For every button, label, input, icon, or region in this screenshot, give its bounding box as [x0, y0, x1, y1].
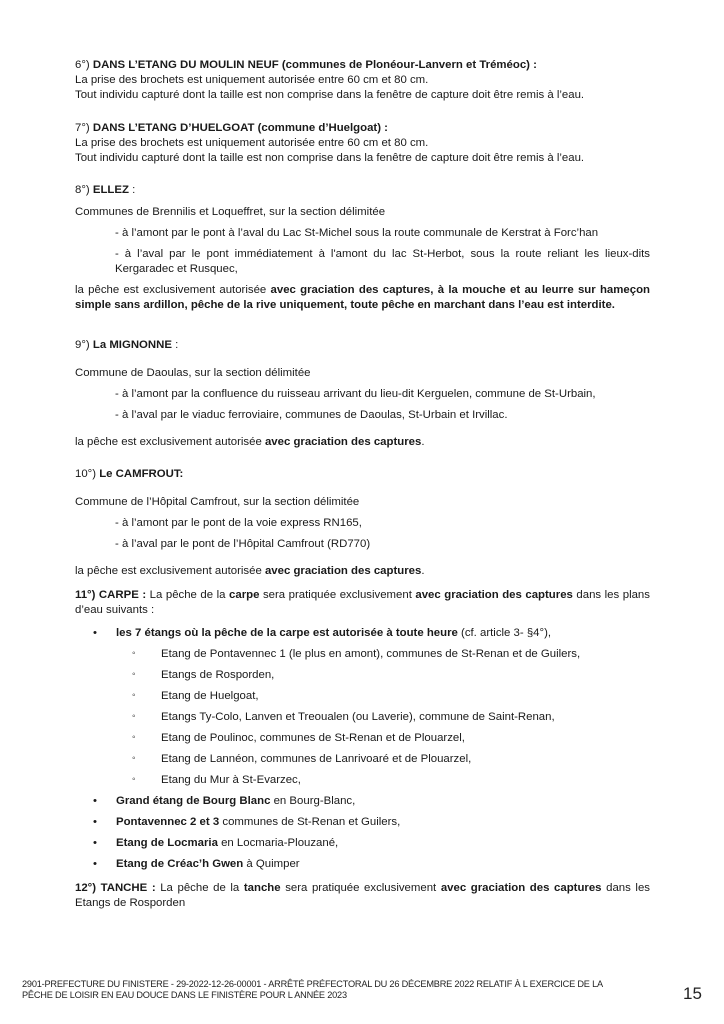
bold-text: tanche: [243, 882, 281, 894]
section-11: [75, 588, 650, 872]
list-item-text: Etang de Lannéon, communes de Lanrivoaré et de Plouarzel,: [161, 753, 472, 765]
rule-suffix: .: [421, 436, 425, 448]
carpe-list-item: [75, 815, 650, 830]
bullet-icon: •: [93, 795, 97, 807]
section-number: 10°): [75, 468, 100, 480]
bold-text: carpe: [229, 589, 260, 601]
bullet-icon: •: [93, 837, 97, 849]
list-item-text: Etangs de Rosporden,: [161, 669, 275, 681]
section-title: La MIGNONNE: [92, 339, 172, 351]
text: sera pratiquée exclusivement: [280, 882, 441, 894]
list-item-text: en Locmaria-Plouzané,: [217, 837, 339, 849]
bullet-icon: •: [93, 816, 97, 828]
circle-bullet-icon: ◦: [132, 774, 136, 785]
section-7-heading: [75, 121, 650, 136]
circle-bullet-icon: ◦: [132, 648, 136, 659]
section-10: [75, 467, 650, 579]
rule-text: la pêche est exclusivement autorisée: [75, 436, 265, 448]
section-10-aval: - à l’aval par le pont de l’Hôpital Camfrout (RD770): [115, 538, 371, 550]
carpe-sub-item: [75, 647, 650, 662]
section-9-amont: - à l’amont par la confluence du ruisseau arrivant du lieu-dit Kerguelen, commune de St-Urbain,: [115, 388, 596, 400]
section-10-heading: [75, 467, 650, 482]
section-7-line: Tout individu capturé dont la taille est non comprise dans la fenêtre de capture doit être remis à l’eau.: [75, 152, 585, 164]
colon: :: [171, 339, 179, 351]
carpe-list-item: [75, 857, 650, 872]
list-item-text: communes de St-Renan et Guilers,: [219, 816, 401, 828]
list-item-text: en Bourg-Blanc,: [270, 795, 356, 807]
carpe-group-item: [75, 626, 650, 641]
section-number: 7°): [75, 122, 93, 134]
section-6: [75, 58, 650, 103]
text: sera pratiquée exclusivement: [259, 589, 416, 601]
carpe-list-item: [75, 794, 650, 809]
section-title: DANS L’ETANG DU MOULIN NEUF (communes de Plonéour-Lanvern et Tréméoc) :: [92, 59, 537, 71]
section-8-amont: - à l’amont par le pont à l’aval du Lac St-Michel sous la route communale de Kerstrat à Forc’han: [115, 227, 599, 239]
text: La pêche de la: [155, 882, 244, 894]
carpe-sub-item: [75, 773, 650, 788]
section-12-text: [75, 881, 650, 911]
section-7-line: La prise des brochets est uniquement autorisée entre 60 cm et 80 cm.: [75, 137, 429, 149]
colon: :: [128, 184, 136, 196]
rule-suffix: .: [421, 565, 425, 577]
section-8-intro: Communes de Brennilis et Loqueffret, sur la section délimitée: [75, 206, 386, 218]
list-item-text: Etang de Poulinoc, communes de St-Renan et de Plouarzel,: [161, 732, 465, 744]
circle-bullet-icon: ◦: [132, 732, 136, 743]
rule-bold: avec graciation des captures: [264, 436, 422, 448]
section-7: [75, 121, 650, 166]
section-8: [75, 183, 650, 313]
section-12: [75, 881, 650, 911]
carpe-sub-item: [75, 752, 650, 767]
circle-bullet-icon: ◦: [132, 690, 136, 701]
section-6-line: La prise des brochets est uniquement autorisée entre 60 cm et 80 cm.: [75, 74, 429, 86]
circle-bullet-icon: ◦: [132, 753, 136, 764]
list-item-bold: Pontavennec 2 et 3: [116, 816, 220, 828]
section-title: DANS L’ETANG D’HUELGOAT (commune d’Huelgoat) :: [92, 122, 388, 134]
section-8-heading: [75, 183, 650, 198]
list-item-text: Etang du Mur à St-Evarzec,: [161, 774, 301, 786]
carpe-sub-item: [75, 689, 650, 704]
footer-line: 2901-PREFECTURE DU FINISTERE - 29-2022-12-26-00001 - ARRÊTÉ PRÉFECTORAL DU 26 DÉCEMBRE 2022 RELATIF À L EXERCICE DE LA: [22, 979, 603, 989]
rule-bold: avec graciation des captures: [264, 565, 422, 577]
bold-text: avec graciation des captures: [415, 589, 573, 601]
bold-text: avec graciation des captures: [440, 882, 602, 894]
text: dans les plans d’eau suivants :: [75, 589, 650, 616]
section-title: ELLEZ: [92, 184, 129, 196]
list-item-bold: Grand étang de Bourg Blanc: [116, 795, 271, 807]
section-10-amont: - à l’amont par le pont de la voie express RN165,: [115, 517, 362, 529]
rule-bold: avec graciation des captures, à la mouche et au leurre sur hameçon simple sans ardillon, pêche de la rive uniquement, toute pêche en marchant dans l’eau est interdite.: [75, 284, 650, 311]
list-item-text: Etangs Ty-Colo, Lanven et Treoualen (ou Laverie), commune de Saint-Renan,: [161, 711, 555, 723]
section-9: [75, 338, 650, 450]
list-item-text: Etang de Huelgoat,: [161, 690, 259, 702]
section-6-heading: [75, 58, 650, 73]
circle-bullet-icon: ◦: [132, 669, 136, 680]
text: (cf. article 3- §4°),: [457, 627, 552, 639]
footer-line: PÊCHE DE LOISIR EN EAU DOUCE DANS LE FINISTÈRE POUR L ANNÉE 2023: [22, 989, 347, 1000]
circle-bullet-icon: ◦: [132, 711, 136, 722]
section-6-line: Tout individu capturé dont la taille est non comprise dans la fenêtre de capture doit être remis à l’eau.: [75, 89, 585, 101]
section-title: 12°) TANCHE :: [75, 882, 156, 894]
rule-text: la pêche est exclusivement autorisée: [75, 565, 265, 577]
section-9-intro: Commune de Daoulas, sur la section délimitée: [75, 367, 311, 379]
carpe-list: [75, 794, 650, 872]
section-title: 11°) CARPE :: [75, 589, 147, 601]
bullet-icon: •: [93, 627, 97, 639]
list-item-text: Etang de Pontavennec 1 (le plus en amont), communes de St-Renan et de Guilers,: [161, 648, 581, 660]
section-10-intro: Commune de l’Hôpital Camfrout, sur la section délimitée: [75, 496, 360, 508]
bullet-icon: •: [93, 858, 97, 870]
list-item-text: à Quimper: [243, 858, 300, 870]
page-number: 15: [683, 984, 702, 1003]
section-10-rule: [75, 564, 650, 579]
bold-text: les 7 étangs où la pêche de la carpe est autorisée à toute heure: [116, 627, 458, 639]
carpe-list-item: [75, 836, 650, 851]
section-8-aval: - à l’aval par le pont immédiatement à l'amont du lac St-Herbot, sous la route reliant les lieux-dits Kergaradec et Rusquec,: [115, 248, 650, 275]
section-9-heading: [75, 338, 650, 353]
carpe-sub-list: [75, 647, 650, 788]
section-8-rule: [75, 283, 650, 313]
text: La pêche de la: [146, 589, 230, 601]
text: dans les Etangs de Rosporden: [75, 882, 650, 909]
list-item-bold: Etang de Créac’h Gwen: [116, 858, 244, 870]
page-footer: [22, 979, 662, 1000]
carpe-sub-item: [75, 668, 650, 683]
section-9-rule: [75, 435, 650, 450]
section-number: 6°): [75, 59, 93, 71]
section-11-intro: [75, 588, 650, 618]
list-item-bold: Etang de Locmaria: [116, 837, 218, 849]
section-title: Le CAMFROUT:: [99, 468, 184, 480]
carpe-sub-item: [75, 710, 650, 725]
section-number: 8°): [75, 184, 93, 196]
rule-text: la pêche est exclusivement autorisée: [75, 284, 271, 296]
carpe-sub-item: [75, 731, 650, 746]
section-number: 9°): [75, 339, 93, 351]
section-9-aval: - à l’aval par le viaduc ferroviaire, communes de Daoulas, St-Urbain et Irvillac.: [115, 409, 508, 421]
